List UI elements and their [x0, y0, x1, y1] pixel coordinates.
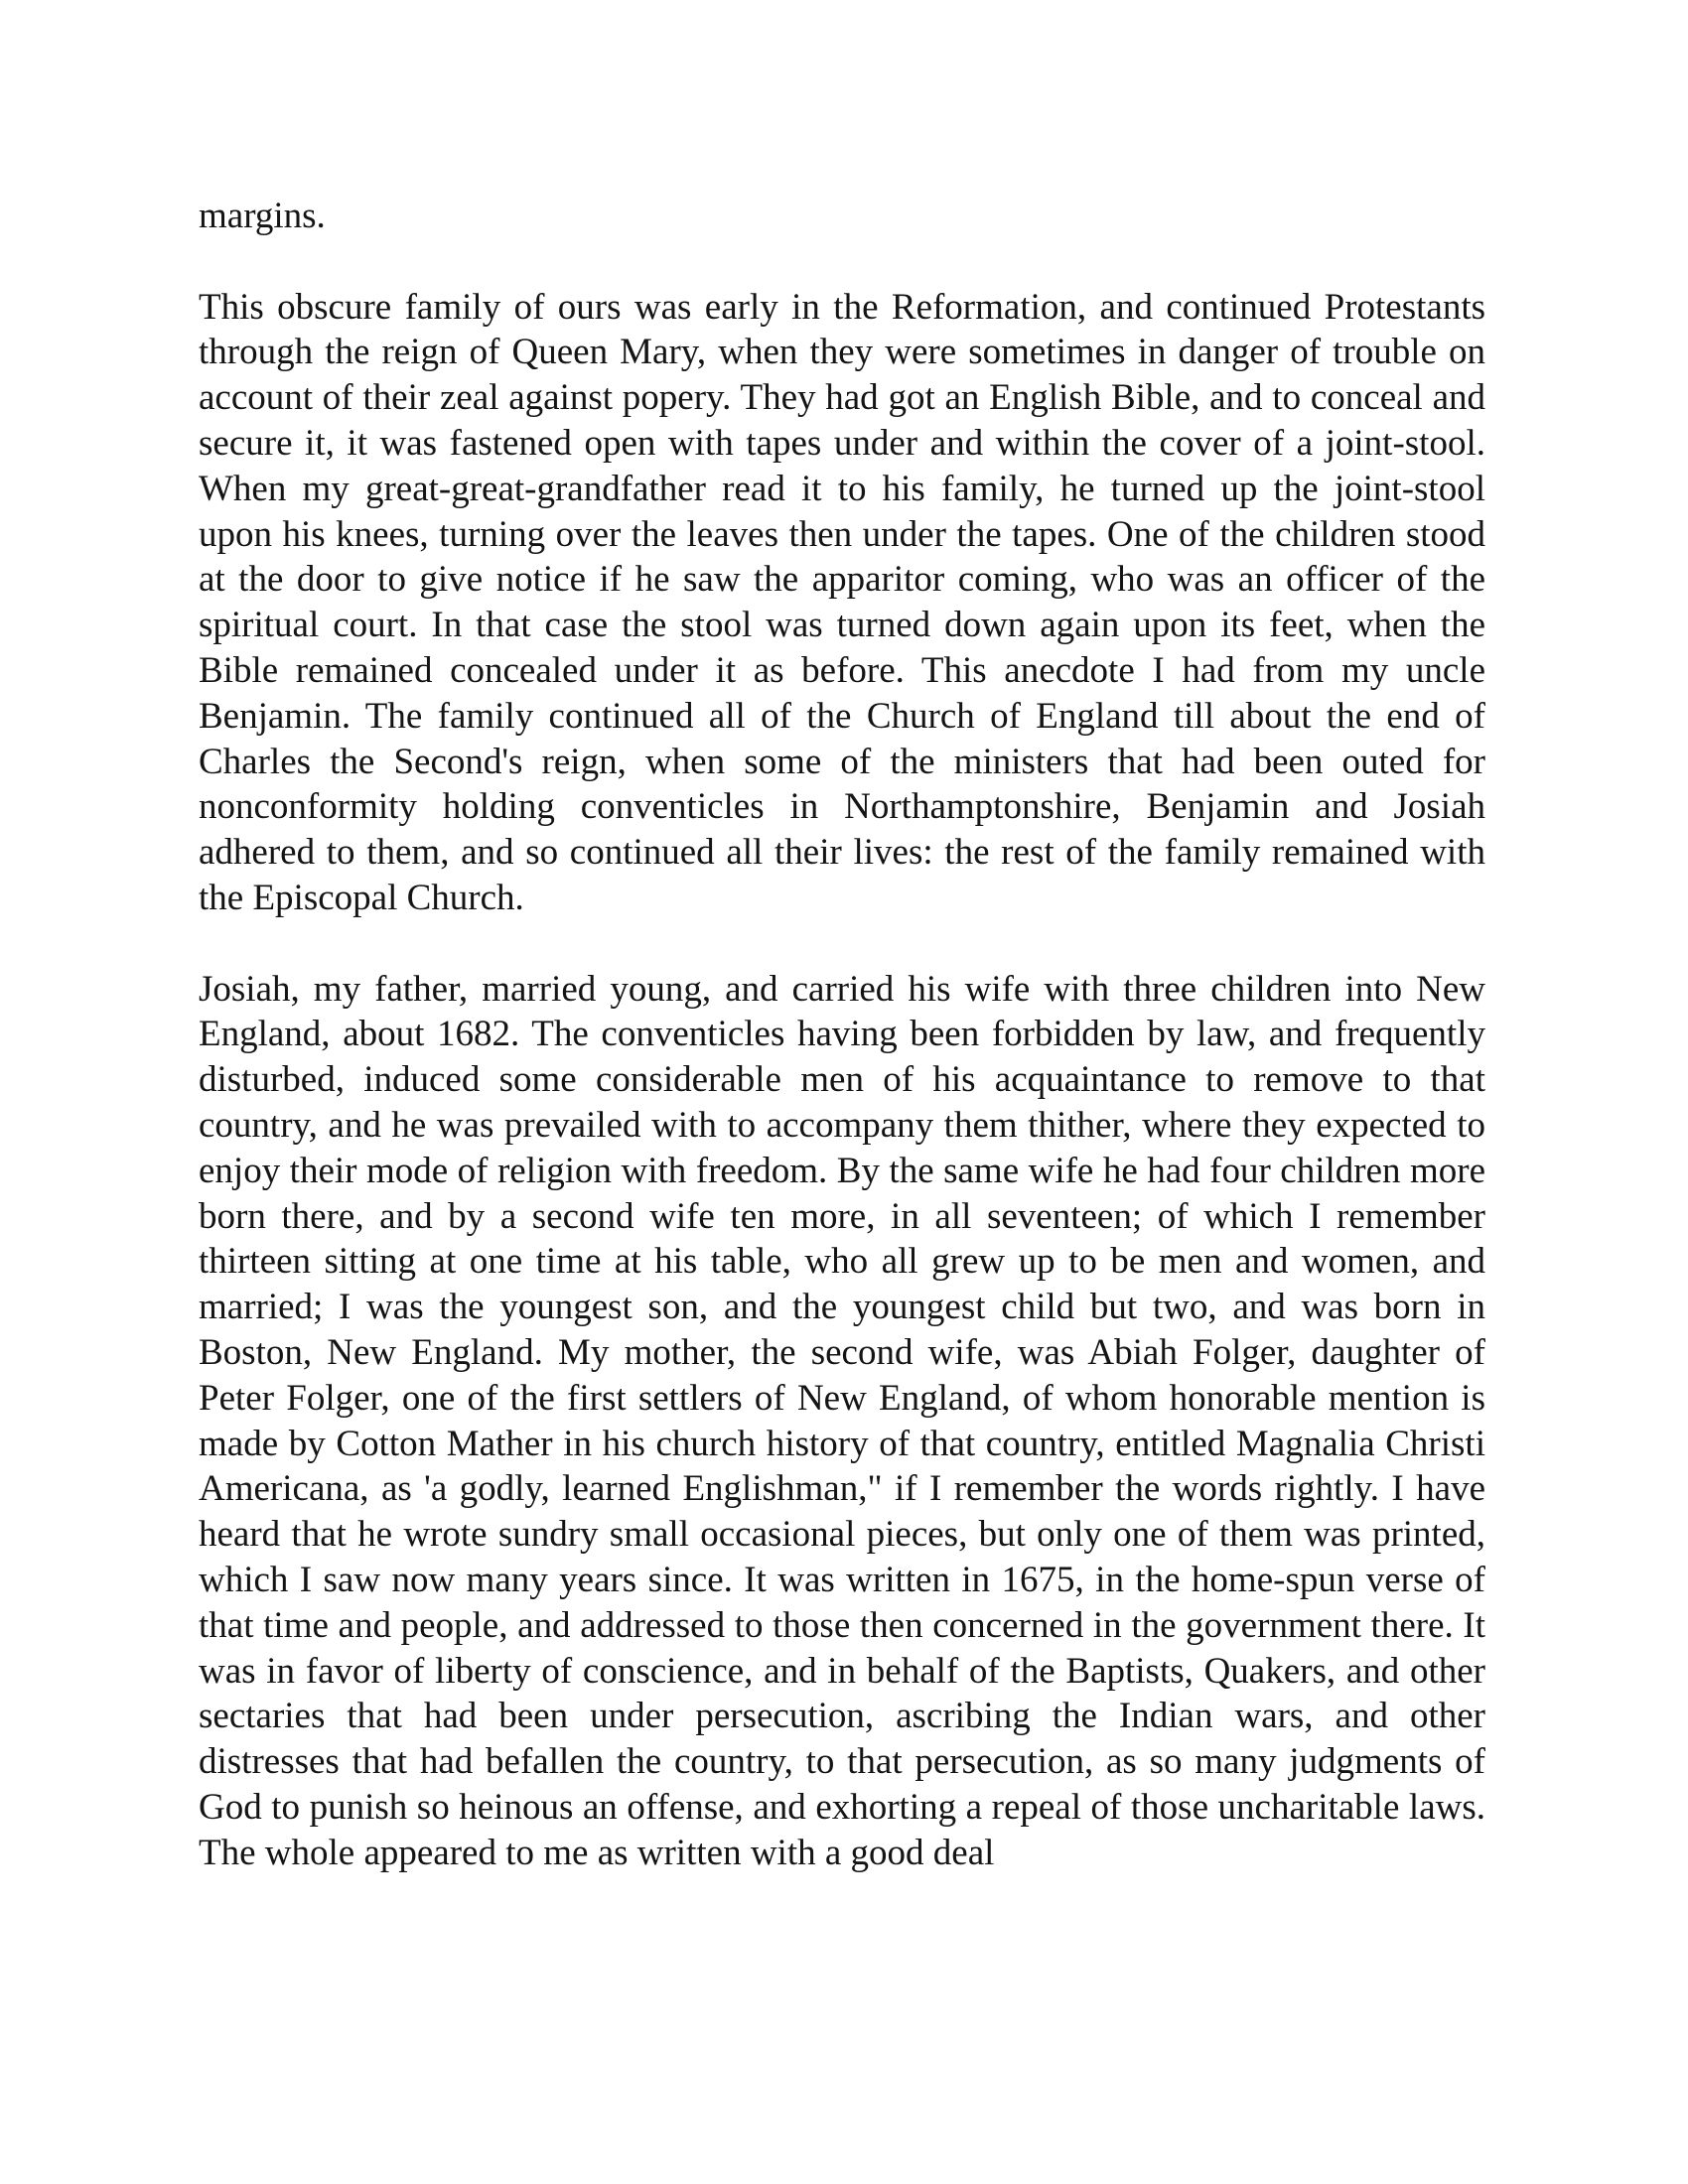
paragraph-josiah: Josiah, my father, married young, and carried his wife with three children into New England, about 1682. The conventicles having been forbidden by law, and frequently disturbed, induced some considerable men of his acquaintance to remove to that country, and he was prevailed with to accompany them thither, where they expected to enjoy their mode of religion with freedom. By the same wife he had four children more born there, and by a second wife ten more, in all seventeen; of which I remember thirteen sitting at one time at his table, who all grew up to be men and women, and married; I was the youngest son, and the youngest child but two, and was born in Boston, New England. My mother, the second wife, was Abiah Folger, daughter of Peter Folger, one of the first settlers of New England, of whom honorable mention is made by Cotton Mather in his church history of that country, entitled Magnalia Christi Americana, as 'a godly, learned Englishman," if I remember the words rightly. I have heard that he wrote sundry small occasional pieces, but only one of them was printed, which I saw now many years since. It was written in 1675, in the home-spun verse of that time and people, and addressed to those then concerned in the government there. It was in favor of liberty of conscience, and in behalf of the Baptists, Quakers, and other sectaries that had been under persecution, ascribing the Indian wars, and other distresses that had befallen the country, to that persecution, as so many judgments of God to punish so heinous an offense, and exhorting a repeal of those uncharitable laws. The whole appeared to me as written with a good deal [199, 968, 1485, 1873]
text-column [199, 194, 1485, 1875]
paragraph-obscure-family: This obscure family of ours was early in the Reformation, and continued Protestants through the reign of Queen Mary, when they were sometimes in danger of trouble on account of their zeal against popery. They had got an English Bible, and to conceal and secure it, it was fastened open with tapes under and within the cover of a joint-stool. When my great-great-grandfather read it to his family, he turned up the joint-stool upon his knees, turning over the leaves then under the tapes. One of the children stood at the door to give notice if he saw the apparitor coming, who was an officer of the spiritual court. In that case the stool was turned down again upon its feet, when the Bible remained concealed under it as before. This anecdote I had from my uncle Benjamin. The family continued all of the Church of England till about the end of Charles the Second's reign, when some of the ministers that had been outed for nonconformity holding conventicles in Northamptonshire, Benjamin and Josiah adhered to them, and so continued all their lives: the rest of the family remained with the Episcopal Church. [199, 286, 1485, 918]
paragraph-margins: margins. [199, 196, 326, 236]
